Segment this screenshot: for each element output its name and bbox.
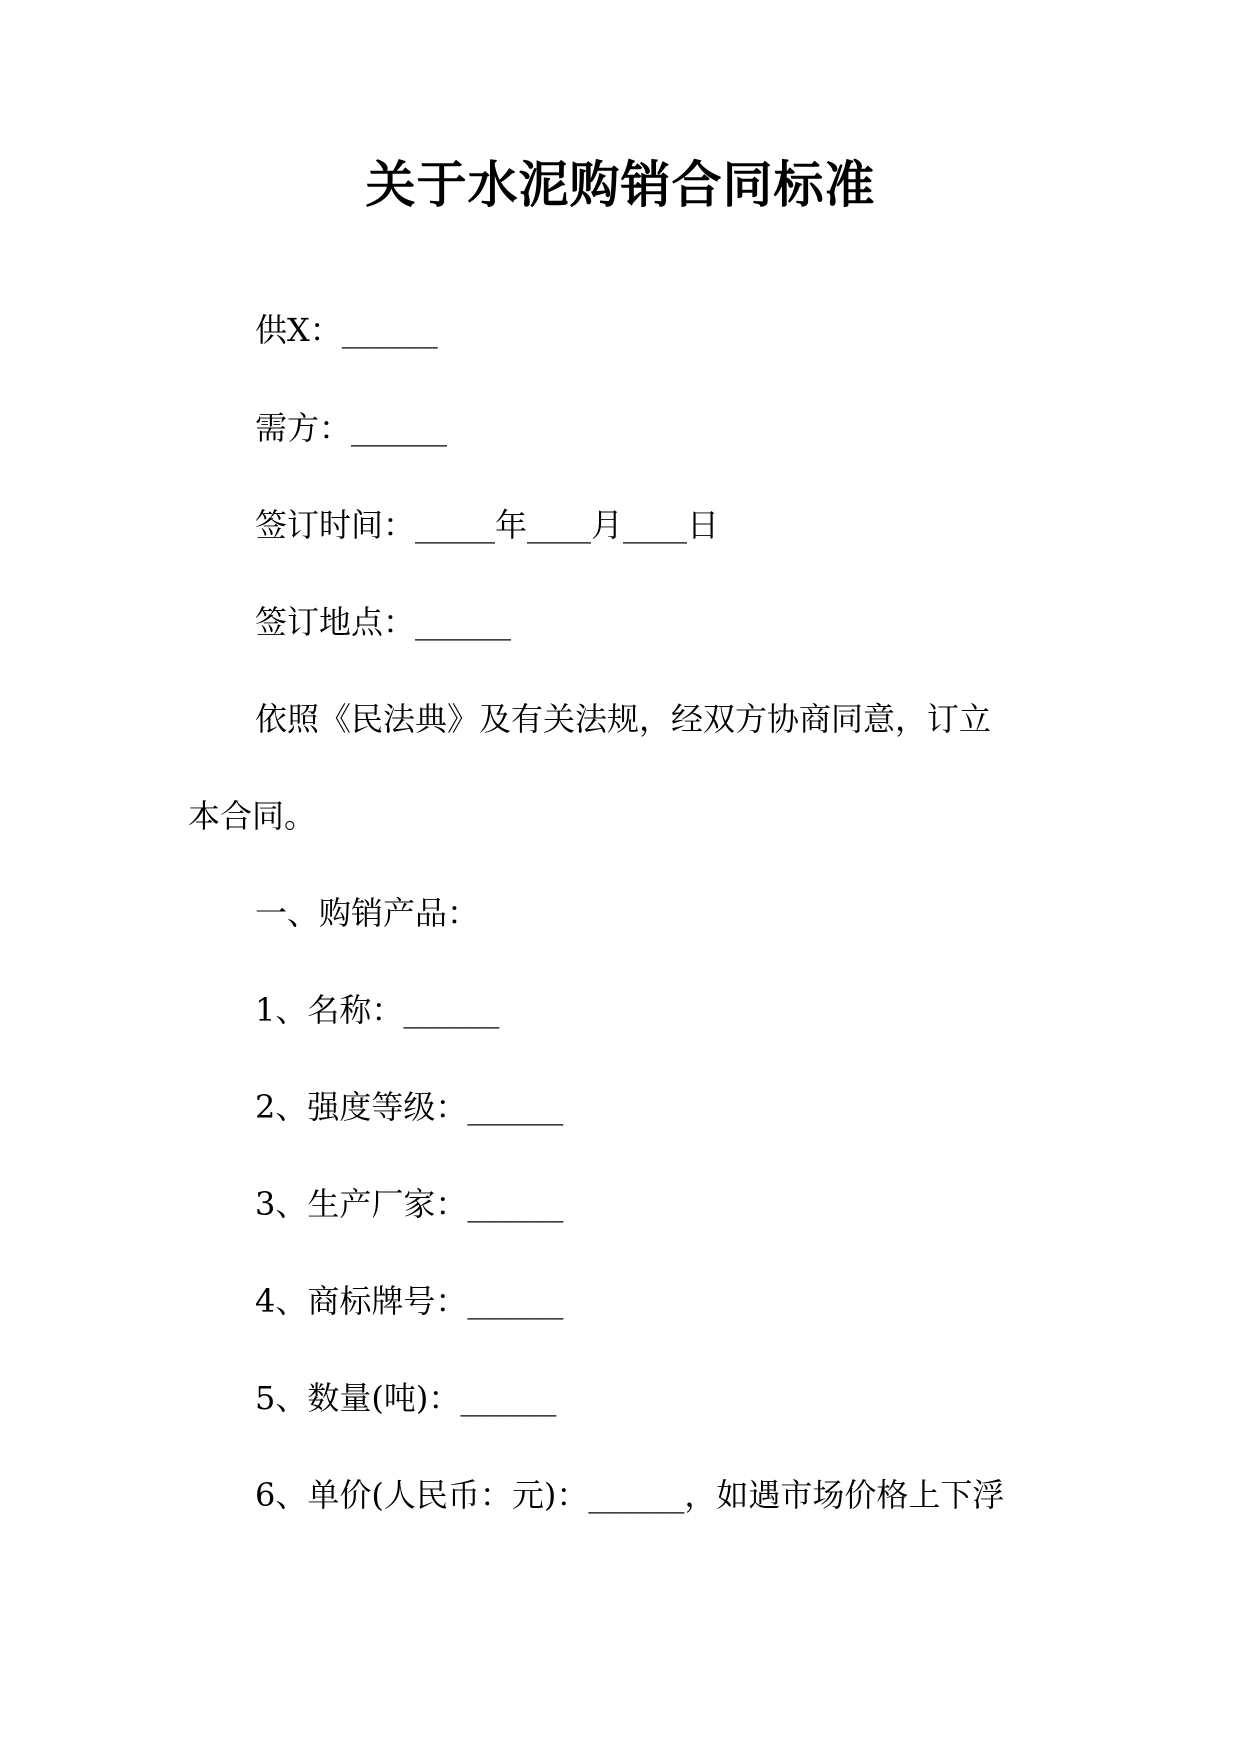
document-title: 关于水泥购销合同标准 <box>365 156 876 214</box>
supplier-line: 供X：______ <box>255 311 438 349</box>
preamble-continuation: 本合同。 <box>188 797 317 835</box>
signing-date-line: 签订时间：_____年____月____日 <box>255 506 720 544</box>
item-unit-price: 6、单价(人民币：元)：______，如遇市场价格上下浮 <box>255 1476 1005 1514</box>
item-quantity: 5、数量(吨)：______ <box>255 1379 557 1417</box>
section-heading: 一、购销产品： <box>255 894 480 932</box>
preamble-line: 依照《民法典》及有关法规，经双方协商同意，订立 <box>255 700 992 738</box>
item-trademark: 4、商标牌号：______ <box>255 1282 564 1320</box>
buyer-line: 需方：______ <box>255 409 448 447</box>
item-strength-grade: 2、强度等级：______ <box>255 1088 564 1126</box>
item-name: 1、名称：______ <box>255 991 500 1029</box>
item-manufacturer: 3、生产厂家：______ <box>255 1185 564 1223</box>
signing-place-line: 签订地点：______ <box>255 603 512 641</box>
